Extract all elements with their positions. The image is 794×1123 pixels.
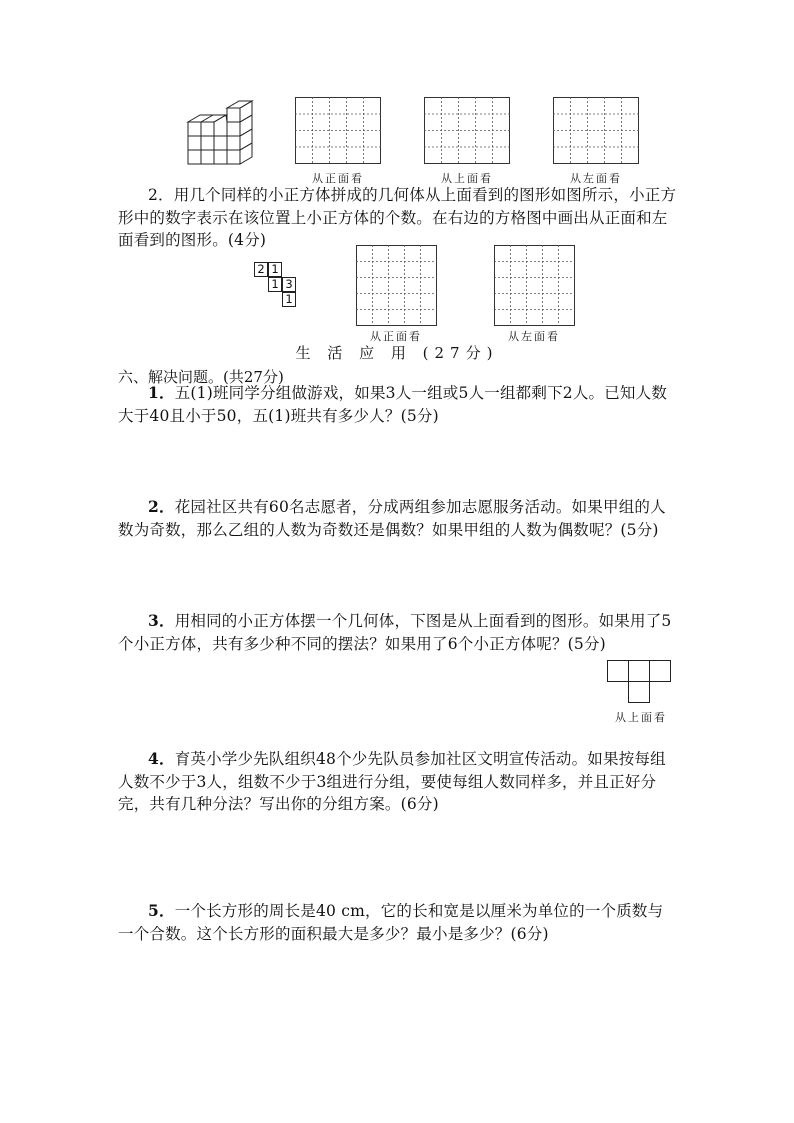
problem-5-text: 一个长方形的周长是40 cm，它的长和宽是以厘米为单位的一个质数与一个合数。这个长方形的面积最大是多少？最小是多少？(6分) bbox=[118, 902, 664, 943]
problem-3-text: 用相同的小正方体摆一个几何体，下图是从上面看到的图形。如果用了5个小正方体，共有多少种不同的摆法？如果用了6个小正方体呢？(5分) bbox=[118, 612, 672, 653]
grid-left-view-1[interactable] bbox=[553, 97, 639, 164]
grid-top-view[interactable] bbox=[424, 97, 510, 164]
problem-1 bbox=[118, 382, 678, 427]
caption-front-view: 从正面看 bbox=[312, 172, 364, 185]
top-view-cell: 3 bbox=[282, 277, 296, 292]
problem-1-text: 五(1)班同学分组做游戏，如果3人一组或5人一组都剩下2人。已知人数大于40且小于50，五(1)班共有多少人？(5分) bbox=[118, 384, 668, 425]
problem-5-number: 5． bbox=[148, 901, 175, 920]
top-view-cell: 2 bbox=[254, 262, 268, 277]
top-view-cell: 1 bbox=[282, 292, 296, 307]
problem-3-number: 3． bbox=[148, 611, 175, 630]
problem-3-top-view-figure bbox=[607, 660, 673, 706]
question-2-text: 2．用几个同样的小正方体拼成的几何体从上面看到的图形如图所示，小正方形中的数字表示在该位置上小正方体的个数。在右边的方格图中画出从正面和左面看到的图形。(4分) bbox=[118, 186, 677, 249]
problem-3-figure-caption: 从上面看 bbox=[615, 711, 667, 724]
question-2-geometry bbox=[118, 184, 678, 252]
problem-2-text: 花园社区共有60名志愿者，分成两组参加志愿服务活动。如果甲组的人数为奇数，那么乙组的人数为奇数还是偶数？如果甲组的人数为偶数呢？(5分) bbox=[118, 498, 666, 539]
grid-front-view-1[interactable] bbox=[295, 97, 381, 164]
problem-2-number: 2． bbox=[148, 497, 175, 516]
grid-left-view-2[interactable] bbox=[494, 245, 575, 326]
caption-left-view: 从左面看 bbox=[570, 172, 622, 185]
section-center-title: 生 活 应 用 (27分) bbox=[295, 344, 499, 362]
problem-2 bbox=[118, 496, 678, 541]
problem-5 bbox=[118, 900, 678, 945]
grid-front-view-2[interactable] bbox=[356, 245, 437, 326]
caption-front-view-2: 从正面看 bbox=[370, 330, 422, 343]
section-title: 六、解决问题。(共27分) bbox=[118, 368, 284, 386]
problem-4-text: 育英小学少先队组织48个少先队员参加社区文明宣传活动。如果按每组人数不少于3人，组数不少于3组进行分组，要使每组人数同样多，并且正好分完，共有几种分法？写出你的分组方案。(6分) bbox=[118, 750, 666, 813]
problem-1-number: 1． bbox=[148, 383, 175, 402]
caption-top-view: 从上面看 bbox=[441, 172, 493, 185]
problem-3 bbox=[118, 610, 678, 655]
problem-4 bbox=[118, 748, 678, 816]
caption-left-view-2: 从左面看 bbox=[508, 330, 560, 343]
top-view-cell: 1 bbox=[268, 262, 282, 277]
problem-4-number: 4． bbox=[148, 749, 175, 768]
top-view-cell: 1 bbox=[268, 277, 282, 292]
cube-structure-figure bbox=[186, 100, 256, 168]
